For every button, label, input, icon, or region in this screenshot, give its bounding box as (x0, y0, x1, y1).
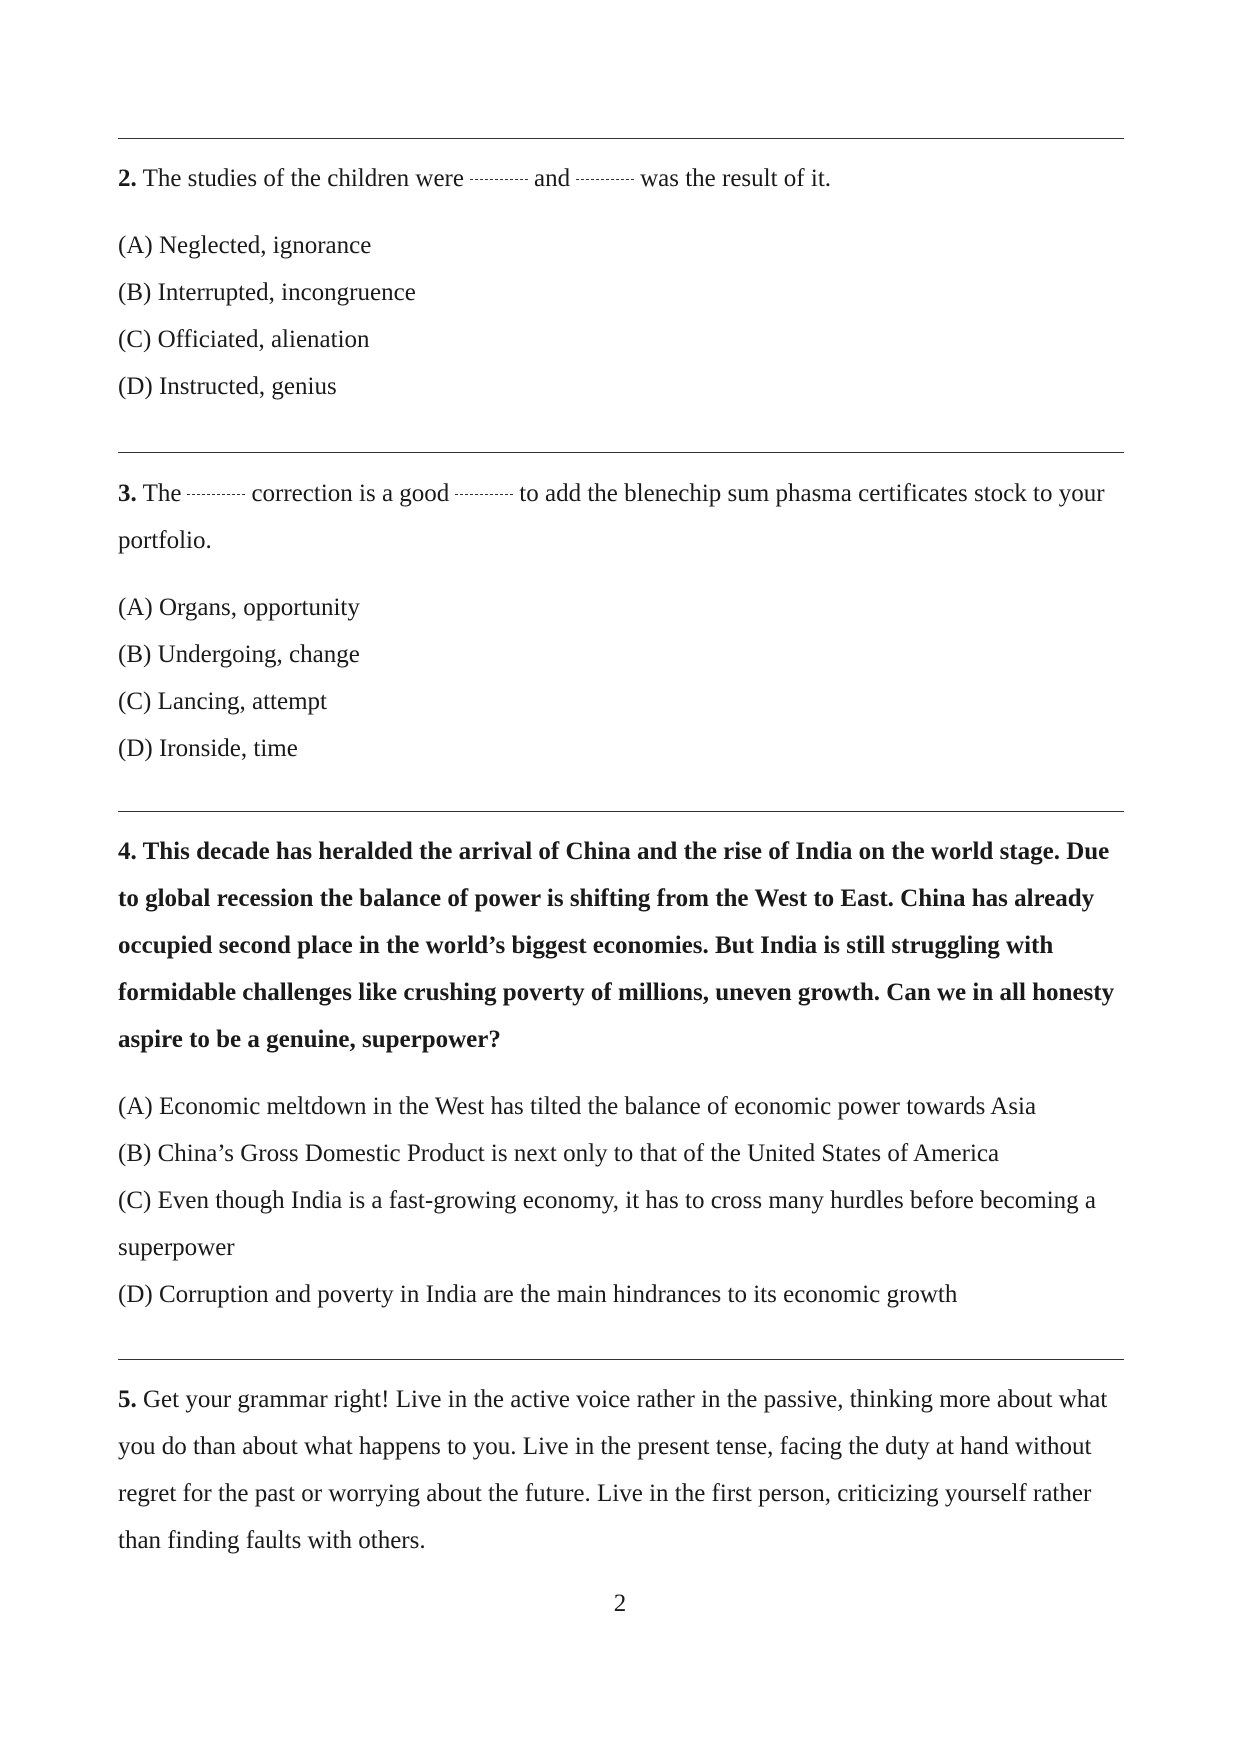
option-b: (B) Interrupted, incongruence (118, 279, 416, 306)
answer-blank (455, 494, 513, 495)
question-2-text (118, 155, 1128, 202)
question-3 (118, 470, 1128, 772)
answer-blank (576, 179, 634, 180)
option-a: (A) Organs, opportunity (118, 594, 360, 621)
question-passage: This decade has heralded the arrival of China and the rise of India on the world stage. Due to global recession the balance of power is shifting from the West to East. China has already occupied second place in the world’s biggest economies. But India is still struggling with formidable challenges like crushing poverty of millions, uneven growth. Can we in all honesty aspire to be a genuine, superpower? (118, 838, 1115, 1053)
option-c: (C) Lancing, attempt (118, 688, 327, 715)
answer-blank (187, 494, 245, 495)
divider-top (118, 138, 1124, 139)
divider (118, 1359, 1124, 1360)
option-a: (A) Neglected, ignorance (118, 232, 372, 259)
question-text-segment: The studies of the children were (142, 165, 464, 192)
question-text-segment: The (142, 480, 182, 507)
question-2 (118, 155, 1128, 410)
question-4-text (118, 828, 1128, 1063)
question-5 (118, 1376, 1128, 1584)
question-number: 5. (118, 1386, 137, 1413)
question-3-text (118, 470, 1128, 564)
question-number: 4. (118, 838, 137, 865)
option-c: (C) Even though India is a fast-growing economy, it has to cross many hurdles before becoming a superpower (118, 1187, 1096, 1261)
answer-blank (470, 179, 528, 180)
page-number: 2 (613, 1590, 627, 1617)
question-number: 2. (118, 165, 137, 192)
question-text-segment: to add the blenechip sum phasma certificates stock to your portfolio. (118, 480, 1105, 554)
divider (118, 811, 1124, 812)
option-c: (C) Officiated, alienation (118, 326, 370, 353)
option-d: (D) Corruption and poverty in India are the main hindrances to its economic growth (118, 1281, 958, 1308)
question-text-segment: was the result of it. (640, 165, 832, 192)
option-d: (D) Instructed, genius (118, 373, 337, 400)
divider (118, 452, 1124, 453)
option-b: (B) China’s Gross Domestic Product is next only to that of the United States of America (118, 1140, 1000, 1167)
option-b: (B) Undergoing, change (118, 641, 360, 668)
option-d: (D) Ironside, time (118, 735, 298, 762)
question-5-text (118, 1376, 1128, 1564)
question-text-segment: correction is a good (251, 480, 450, 507)
question-4 (118, 828, 1128, 1318)
question-passage: Get your grammar right! Live in the active voice rather in the passive, thinking more about what you do than about what happens to you. Live in the present tense, facing the duty at hand without regret for the past or worrying about the future. Live in the first person, criticizing yourself rather than finding faults with others. (118, 1386, 1108, 1554)
question-text-segment: and (533, 165, 571, 192)
question-number: 3. (118, 480, 137, 507)
option-a: (A) Economic meltdown in the West has tilted the balance of economic power towards Asia (118, 1093, 1037, 1120)
